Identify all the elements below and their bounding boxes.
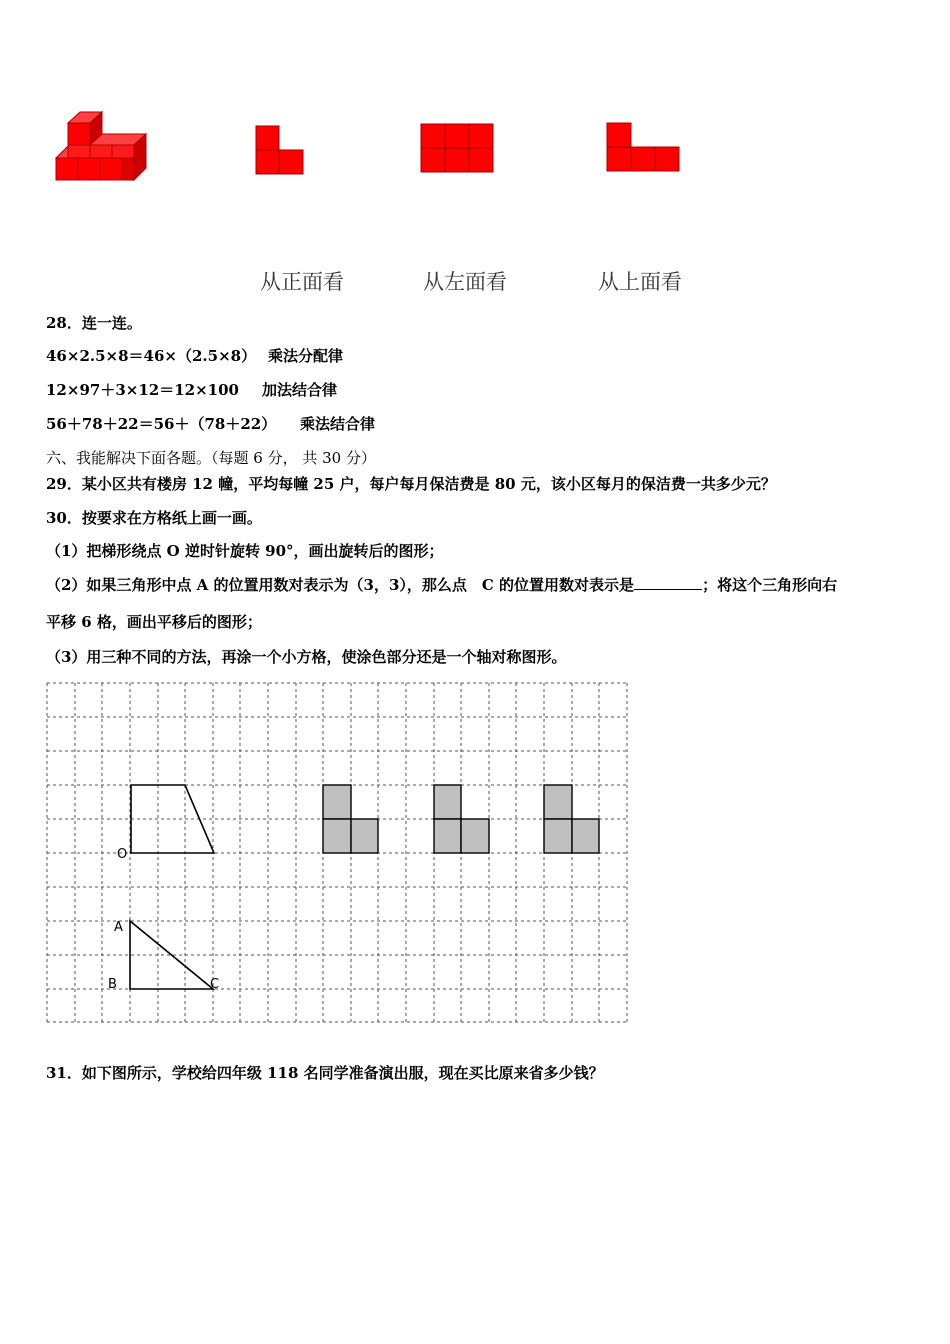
shaded-shape-2 [434,785,489,853]
front-view-shape [256,126,303,174]
left-view-shape [421,124,493,172]
triangle-abc [130,921,213,989]
q28-expr-2: 12×97＋3×12＝12×100 [46,381,239,399]
section-6-heading: 六、我能解决下面各题。（每题 6 分， 共 30 分） [46,449,376,467]
q28-title: 28．连一连。 [46,314,142,332]
grid-lines [47,683,627,1022]
view-label-front: 从正面看 [260,270,344,294]
label-a: A [114,920,123,935]
q30-part2-line2: 平移 6 格，画出平移后的图形； [46,613,262,631]
q30-part3: （3）用三种不同的方法，再涂一个小方格，使涂色部分还是一个轴对称图形。 [46,648,567,666]
q30-part1: （1）把梯形绕点 O 逆时针旋转 90°，画出旋转后的图形； [46,542,444,560]
q28-law-1: 乘法分配律 [268,347,344,365]
q30-title: 30．按要求在方格纸上画一画。 [46,509,262,527]
q29-text: 29．某小区共有楼房 12 幢，平均每幢 25 户，每户每月保洁费是 80 元，该小区每月的保洁费一共多少元？ [46,475,776,493]
label-o: O [117,847,128,862]
q28-expr-3: 56＋78＋22＝56＋（78＋22） [46,415,277,433]
q31-text: 31．如下图所示，学校给四年级 118 名同学准备演出服，现在买比原来省多少钱？ [46,1064,604,1082]
view-label-top: 从上面看 [598,270,682,294]
shaded-shape-3 [544,785,599,853]
cube-stack-3d [56,112,146,180]
top-view-shape [607,123,679,171]
trapezoid [131,785,214,853]
q30-part2-line1 [46,574,837,595]
q30-part2-text-b: ；将这个三角形向右 [702,576,838,594]
view-label-left: 从左面看 [423,270,507,294]
shaded-shape-1 [323,785,378,853]
answer-blank[interactable] [634,577,702,590]
q28-law-3: 乘法结合律 [300,415,376,433]
q30-part2-text-a: （2）如果三角形中点 A 的位置用数对表示为（3，3），那么点 C 的位置用数对表示是 [46,576,635,594]
q28-expr-1: 46×2.5×8＝46×（2.5×8） [46,347,257,365]
label-c: C [210,977,220,992]
label-b: B [108,977,117,992]
three-view-figures [0,0,950,300]
q28-law-2: 加法结合律 [262,381,338,399]
